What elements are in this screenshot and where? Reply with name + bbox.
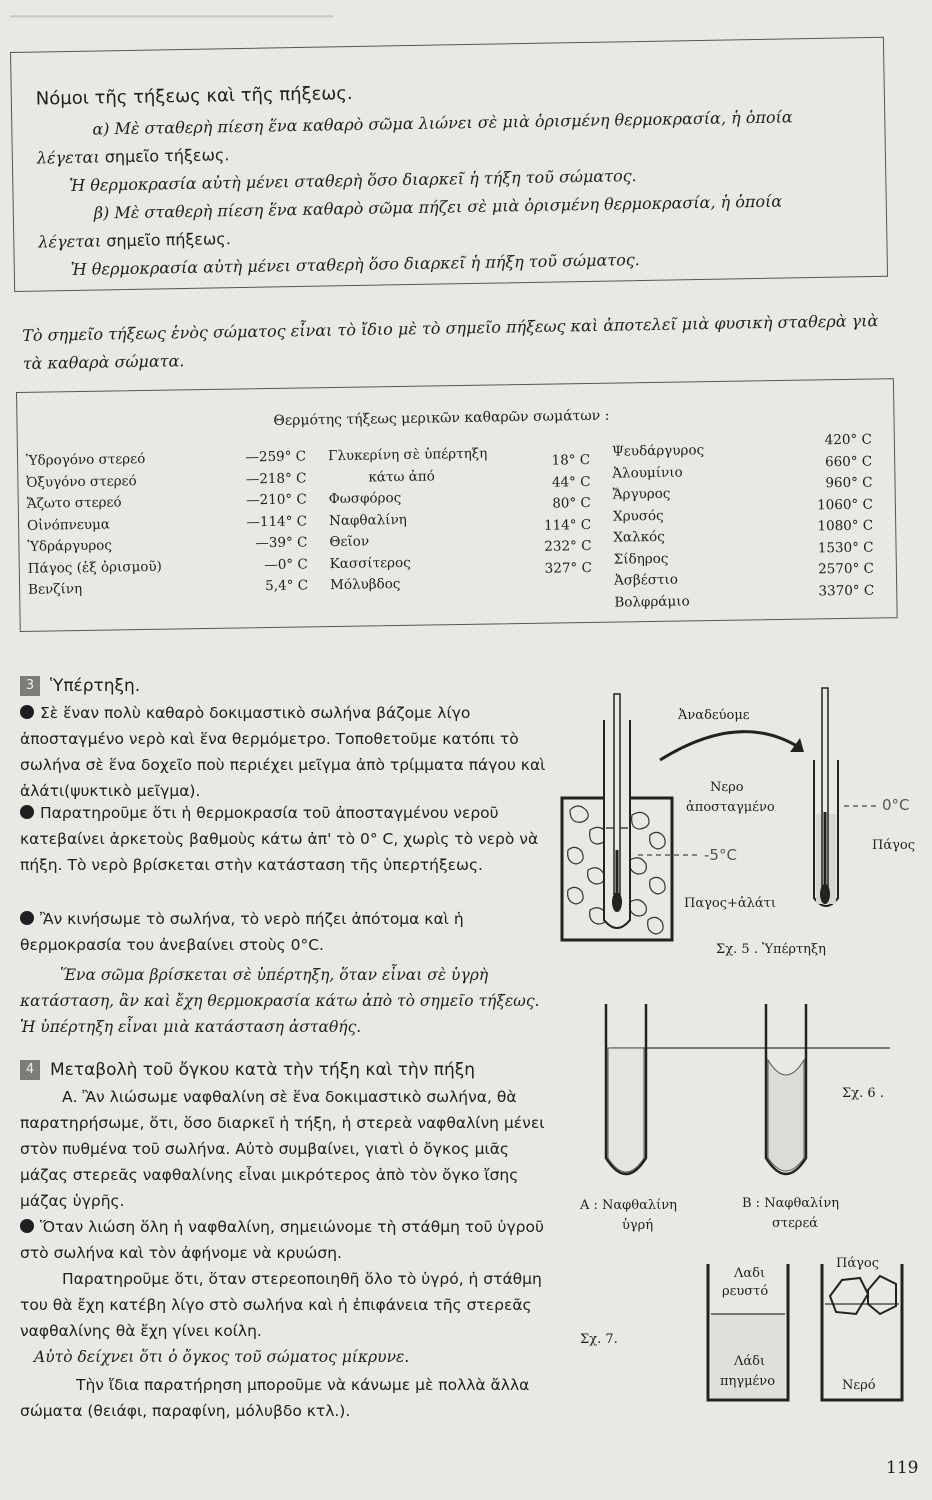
fig6-caption: Σχ. 6 . (842, 1086, 884, 1101)
bullet-icon (20, 805, 34, 819)
table-cell: Κασσίτερος (329, 554, 411, 572)
fig6-a-label1: Α : Ναφθαλίνη (580, 1198, 677, 1213)
section4-para4: Τὴν ἴδια παρατήρηση μποροῦμε νὰ κάνωμε μὲ πολλὰ ἄλλα σώματα (θειάφι, παραφίνη, μόλυβδο κτλ.). (20, 1376, 530, 1420)
table-cell: 1530° C (817, 539, 874, 556)
table-cell: Σίδηρος (613, 550, 669, 568)
table-cell: Ἄργυρος (612, 485, 671, 503)
stir-arrow (660, 732, 800, 760)
table-cell: Φωσφόρος (328, 489, 402, 508)
law-b-term: σημεῖο πήξεως. (106, 229, 231, 251)
table-cell: Ἀλουμίνιο (612, 464, 683, 482)
page-number: 119 (886, 1458, 919, 1478)
table-cell: 2570° C (818, 560, 875, 578)
table-cell: Χρυσός (612, 507, 664, 525)
table-col2-names (328, 443, 530, 597)
table-cell: Πάγος (ἐξ ὁρισμοῦ) (27, 558, 163, 577)
table-cell: 960° C (825, 474, 873, 492)
table-cell: —0° C (264, 555, 308, 573)
fig7-ice-label: Πάγος (836, 1256, 879, 1271)
section4-para3: Παρατηροῦμε ὅτι, ὅταν στερεοποιηθῆ ὅλο τὸ ὑγρό, ἡ στάθμη του θὰ ἔχη κατέβη λίγο στὸ σωλήνα καὶ ἡ ἐπιφάνεια τῆς στερεᾶς ναφθαλίνης θὰ ἔχη γίνει κοίλη. (20, 1270, 542, 1340)
table-cell: Γλυκερίνη σὲ ὑπέρτηξη (327, 445, 488, 465)
table-cell: —210° C (245, 491, 307, 509)
law-a-line3: Ἡ θερμοκρασία αὐτὴ μένει σταθερὴ ὅσο διαρκεῖ ἡ τήξη τοῦ σώματος. (69, 166, 637, 195)
table-col2-temps (518, 450, 592, 580)
law-a-prefix: λέγεται (36, 147, 100, 168)
table-cell: 44° C (551, 473, 591, 491)
fig5-water-label2: ἀποσταγμένο (686, 800, 775, 815)
section4-number: 4 (20, 1060, 40, 1080)
section3-para4: Ἕνα σῶμα βρίσκεται σὲ ὑπέρτηξη, ὅταν εἶναι σὲ ὑγρὴ κατάσταση, ἂν καὶ ἔχη θερμοκρασία κάτω ἀπὸ τὸ σημεῖο τήξεως. Ἡ ὑπέρτηξη εἶναι μιὰ κατάσταση ἀσταθής. (20, 966, 540, 1036)
bleed-through-mark: ▁▁▁▁▁▁▁▁▁▁▁▁▁▁▁▁▁▁▁▁▁▁▁▁▁▁▁▁▁▁ (10, 2, 333, 18)
fig5-stir-label: Ἀναδεύομε (678, 708, 750, 723)
table-cell: Θεῖον (329, 533, 370, 551)
law-a-line1: α) Μὲ σταθερὴ πίεση ἕνα καθαρὸ σῶμα λιώνει σὲ μιὰ ὁρισμένη θερμοκρασία, ἡ ὁποία (92, 107, 793, 139)
fig6-b-label1: Β : Ναφθαλίνη (742, 1196, 840, 1211)
section3-heading (20, 676, 140, 696)
table-cell: κάτω ἀπό (368, 467, 435, 485)
section3-text2: Παρατηροῦμε ὅτι ἡ θερμοκρασία τοῦ ἀποσταγμένου νεροῦ κατεβαίνει ἀρκετοὺς βαθμοὺς κάτω ἀπ' τὸ 0° C, χωρὶς τὸ νερὸ νὰ πήξη. Τὸ νερὸ βρίσκεται στὴν κατάσταση (20, 804, 539, 874)
table-cell: 1060° C (817, 496, 873, 513)
law-b-line3: Ἡ θερμοκρασία αὐτὴ μένει σταθερὴ ὅσο διαρκεῖ ἡ πήξη τοῦ σώματος. (70, 250, 640, 279)
section4-heading (20, 1060, 475, 1080)
law-b-prefix: λέγεται (38, 231, 102, 252)
table-cell: 420° C (824, 431, 872, 449)
section3-text1: Σὲ ἕναν πολὺ καθαρὸ δοκιμαστικὸ σωλήνα βάζομε λίγο ἀποσταγμένο νερὸ καὶ ἕνα θερμόμετρο. Τοποθετοῦμε κατόπι τὸ σωλήνα σὲ ἕνα δοχεῖο ποὺ περιέχει μεῖγμα ἀπὸ τρίμματα πάγου καὶ ἀλάτι(ψυκτικὸ μεῖγμα). (20, 704, 546, 800)
ice-cube-1 (830, 1278, 868, 1314)
fig5-minus5-label: -5°C (704, 846, 737, 864)
table-col1-names (26, 448, 218, 601)
melting-point-table (16, 378, 898, 632)
fig5-water-label1: Νερο (710, 780, 744, 795)
table-cell: Χαλκός (613, 528, 665, 546)
figure-6-naphthalene (570, 998, 920, 1238)
table-cell: Βενζίνη (27, 580, 83, 598)
table-cell: 80° C (552, 494, 591, 512)
fig7-caption: Σχ. 7. (580, 1332, 618, 1347)
law-a-line2 (37, 145, 230, 167)
figure-5-drawing (560, 680, 920, 970)
table-cell: 1080° C (817, 517, 874, 535)
section4-para2 (20, 1214, 548, 1266)
ice-cube-2 (868, 1276, 896, 1314)
bullet-icon (20, 911, 34, 925)
table-cell: Ναφθαλίνη (328, 511, 407, 529)
figure-7-oil-water (580, 1254, 920, 1404)
table-cell: Οἰνόπνευμα (26, 516, 111, 534)
table-cell: Ἄζωτο στερεό (26, 494, 122, 512)
section3-title: Ὑπέρτηξη. (50, 676, 141, 696)
table-cell: Ἀσβέστιο (613, 571, 679, 589)
law-a-term: σημεῖο τήξεως. (104, 145, 230, 167)
law-b-line1: β) Μὲ σταθερὴ πίεση ἕνα καθαρὸ σῶμα πήζει σὲ μιὰ ὁρισμένη θερμοκρασία, ἡ ὁποία (93, 191, 783, 223)
table-cell: 660° C (824, 453, 873, 470)
table-cell: —114° C (246, 512, 308, 530)
table-cell: 232° C (544, 537, 592, 555)
section3-para3 (20, 906, 548, 958)
fig6-a-label2: ὑγρή (622, 1218, 654, 1233)
bullet-icon (20, 1219, 34, 1233)
bullet-icon (20, 705, 34, 719)
table-cell: Ὑδρογόνο στερεό (25, 450, 146, 469)
section4-text2: Ὅταν λιώση ὅλη ἡ ναφθαλίνη, σημειώνομε τὴ στάθμη τοῦ ὑγροῦ στὸ σωλήνα καὶ τὸν ἀφήνομε νὰ κρυώση. (20, 1218, 544, 1262)
fig7-oil-liquid1: Λαδι (734, 1266, 766, 1281)
fig5-zero-label: 0°C (882, 796, 910, 814)
table-title: Θερμότης τήξεως μερικῶν καθαρῶν σωμάτων : (273, 407, 610, 429)
table-cell: 114° C (543, 516, 592, 534)
table-cell: Ὀξυγόνο στερεό (26, 472, 137, 491)
fig6-b-label2: στερεά (772, 1216, 818, 1231)
table-cell: —218° C (245, 469, 307, 487)
section3-text3: Ἂν κινήσωμε τὸ σωλήνα, τὸ νερὸ πήζει ἀπότομα καὶ ἡ θερμοκρασία του ἀνεβαίνει στοὺς 0°C. (20, 910, 464, 954)
fig7-water-label: Νερό (842, 1378, 876, 1393)
table-cell: Βολφράμιο (614, 592, 690, 611)
constant-note: Τὸ σημεῖο τήξεως ἑνὸς σώματος εἶναι τὸ ἴδιο μὲ τὸ σημεῖο πήξεως καὶ ἀποτελεῖ μιὰ φυσικὴ σταθερὰ γιὰ τὰ καθαρὰ σώματα. (22, 311, 879, 373)
table-cell: Ὑδράργυρος (27, 537, 113, 555)
section4-para3b: Αὐτὸ δείχνει ὅτι ὁ ὄγκος τοῦ σώματος μίκρυνε. (34, 1348, 410, 1366)
table-cell: Μόλυβδος (329, 575, 401, 594)
table-col3-temps (788, 430, 875, 603)
table-cell: 327° C (544, 559, 592, 577)
section4-title: Μεταβολὴ τοῦ ὄγκου κατὰ τὴν τήξη καὶ τὴν πήξη (50, 1060, 475, 1080)
fig7-oil-solid1: Λάδι (734, 1354, 766, 1369)
table-cell: Ψευδάργυρος (611, 442, 705, 460)
fig5-ice-label: Πάγος (872, 838, 915, 853)
section3-para2 (20, 800, 548, 878)
laws-title: Νόμοι τῆς τήξεως καὶ τῆς πήξεως. (35, 83, 353, 110)
table-col1-temps (228, 446, 308, 598)
table-col3-names (612, 439, 765, 613)
fig7-oil-solid2: πηγμένο (720, 1374, 776, 1389)
fig7-oil-liquid2: ρευστό (722, 1284, 769, 1299)
fig5-caption: Σχ. 5 . Ὑπέρτηξη (716, 942, 826, 957)
section3-text2-term: τῆς ὑπερτήξεως. (350, 856, 483, 874)
figure-5-supercooling (560, 680, 920, 970)
laws-box (10, 37, 888, 292)
section3-para1 (20, 700, 548, 804)
table-cell: 3370° C (818, 582, 875, 599)
table-cell: 5,4° C (265, 577, 309, 595)
table-cell: —259° C (245, 448, 307, 466)
fig5-ice-salt-label: Παγος+ἀλάτι (684, 896, 776, 911)
table-cell: —39° C (255, 534, 308, 552)
law-b-line2 (38, 229, 231, 251)
section3-number: 3 (20, 676, 40, 696)
section4-para1: Α. Ἂν λιώσωμε ναφθαλίνη σὲ ἕνα δοκιμαστικὸ σωλήνα, θὰ παρατηρήσωμε, ὅτι, ὅσο διαρκεῖ ἡ τήξη, ἡ στερεὰ ναφθαλίνη μένει στὸν πυθμένα τοῦ σωλήνα. Αὐτὸ συμβαίνει, γιατὶ ὁ ὄγκος μιᾶς μάζας στερεᾶς ναφθαλίνης εἶναι μικρότερος ἀπὸ τὸν ὄγκο ἴσης μάζας ὑγρῆς. (20, 1088, 545, 1210)
table-cell: 18° C (551, 451, 591, 469)
